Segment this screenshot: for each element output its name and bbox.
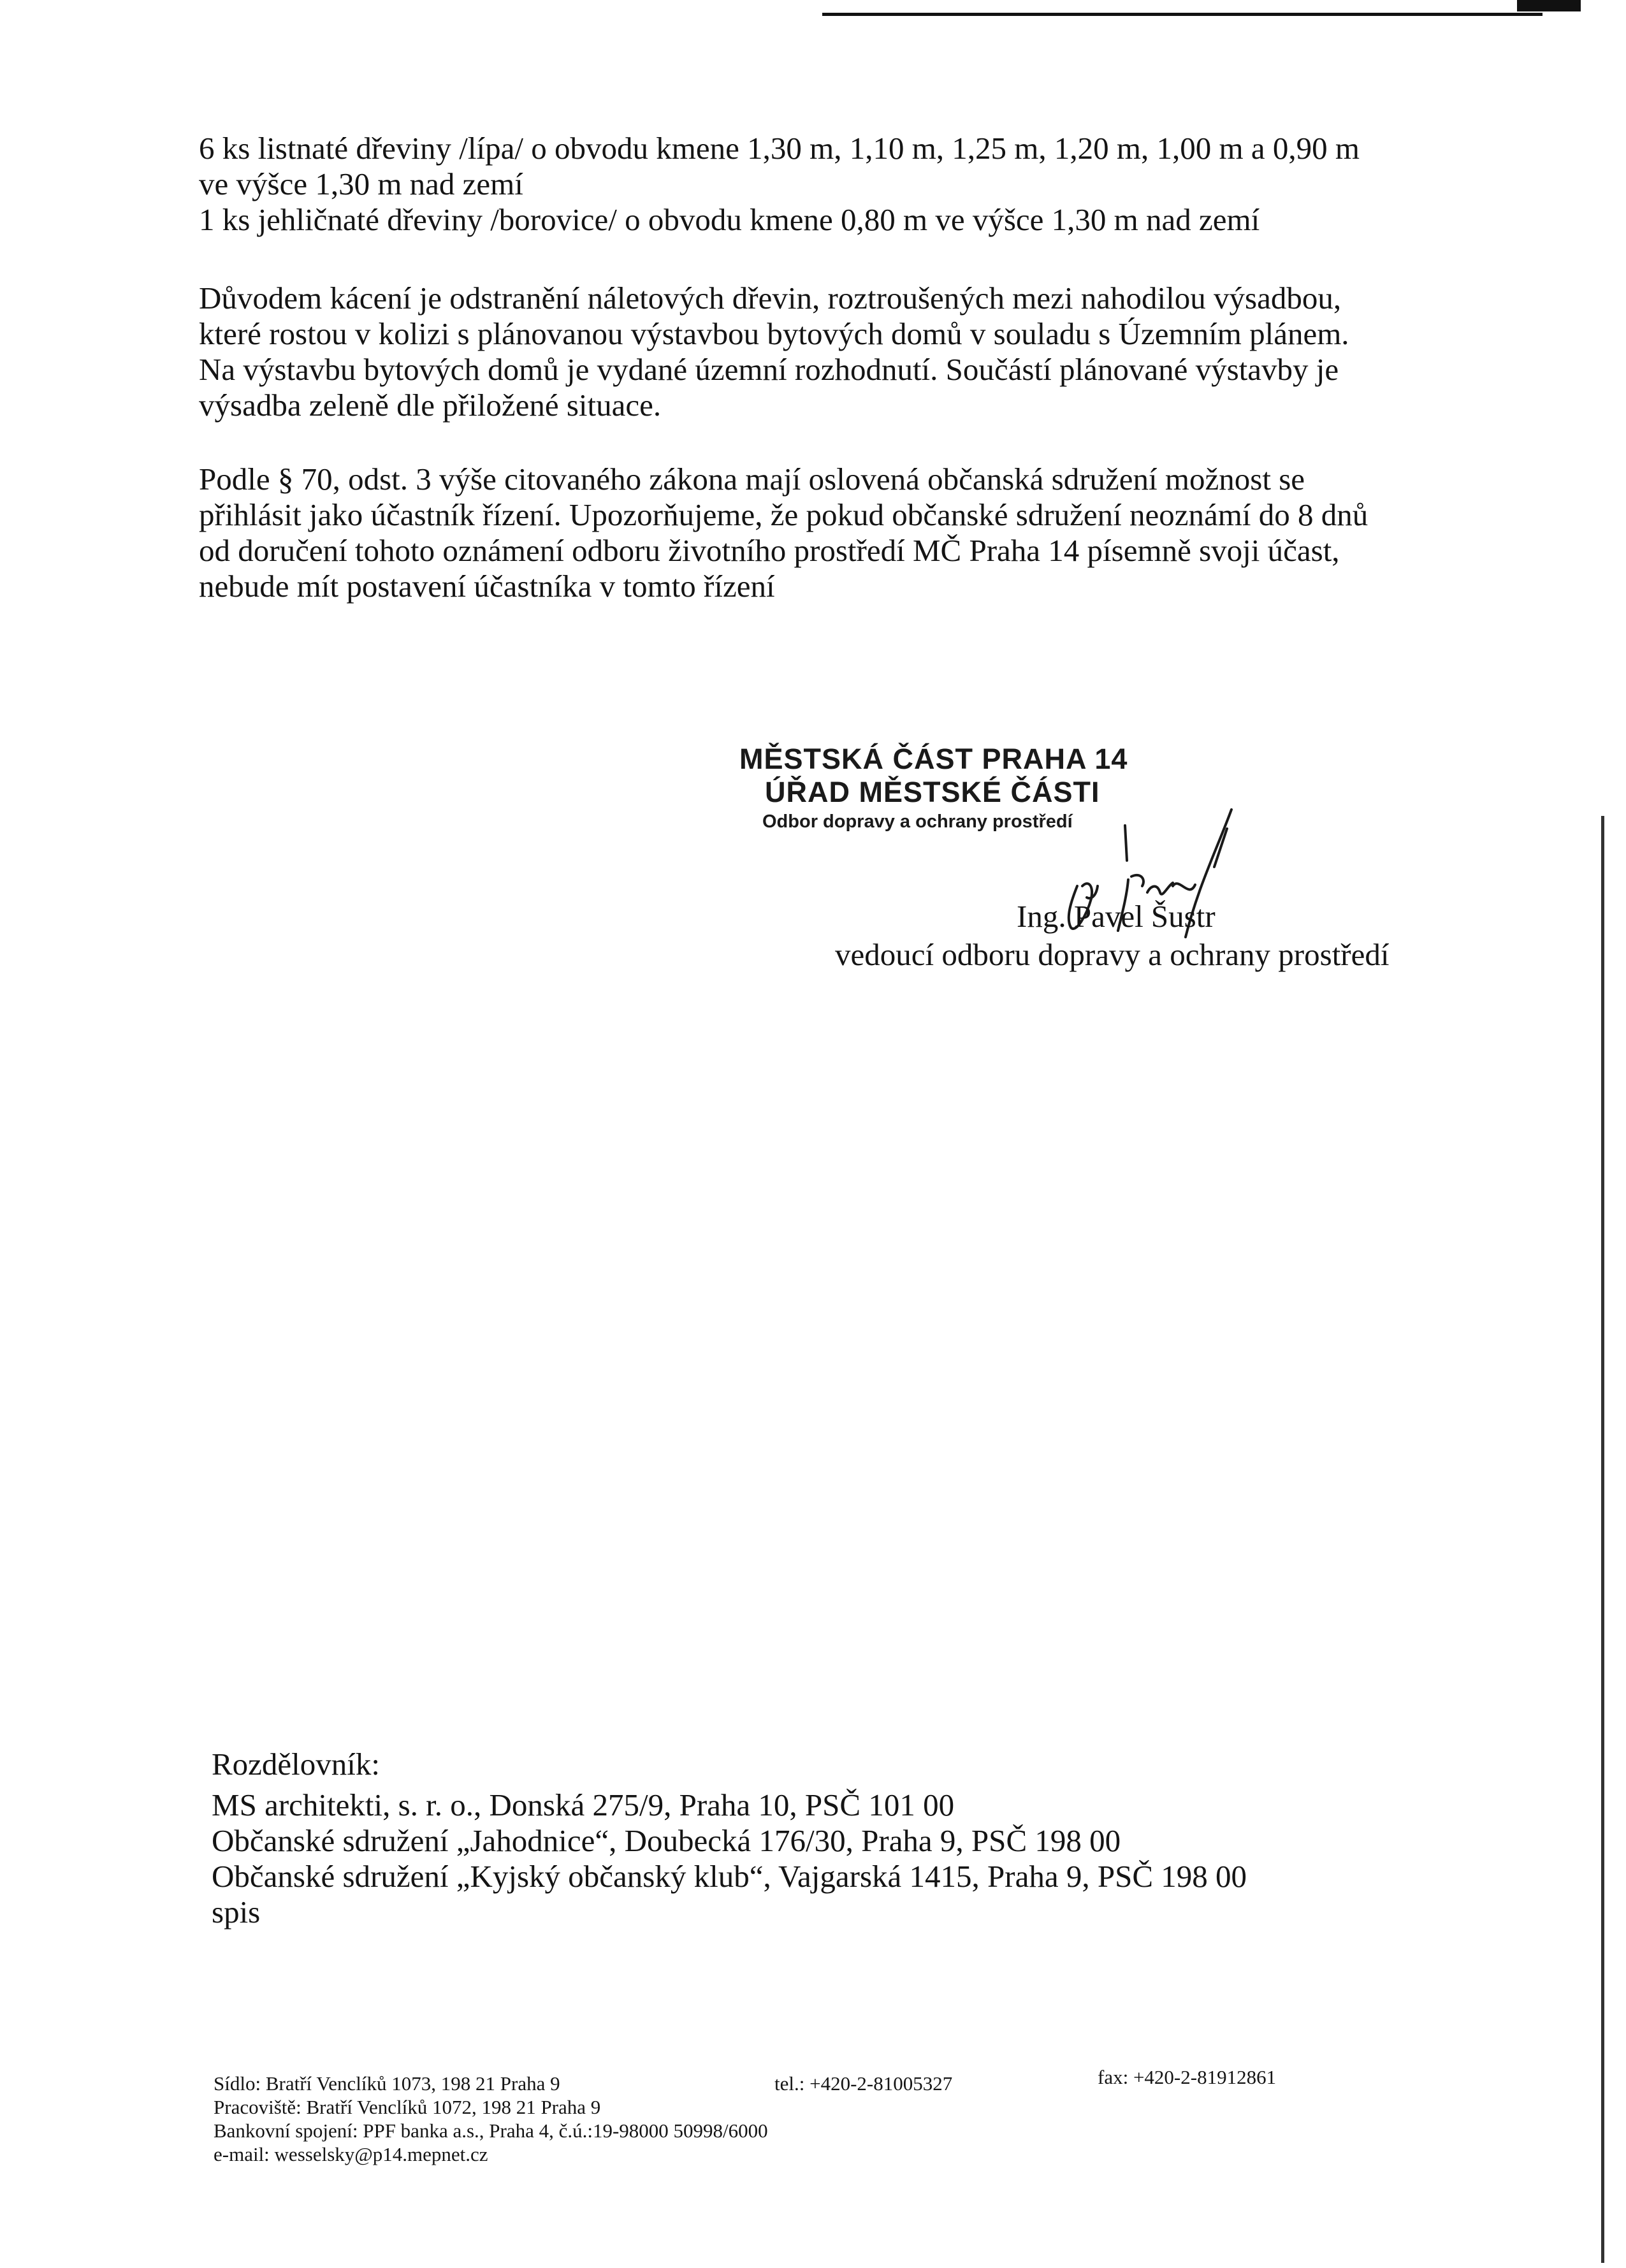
paragraph-line: 1 ks jehličnaté dřeviny /borovice/ o obvodu kmene 0,80 m ve výšce 1,30 m nad zemí — [199, 202, 1260, 237]
footer-bank: Bankovní spojení: PPF banka a.s., Praha 4, č.ú.:19-98000 50998/6000 — [214, 2119, 768, 2142]
right-edge-rule — [1601, 816, 1604, 2263]
distribution-recipient: MS architekti, s. r. o., Donská 275/9, Praha 10, PSČ 101 00 — [212, 1787, 955, 1822]
footer-seat: Sídlo: Bratří Venclíků 1073, 198 21 Praha 9 — [214, 2072, 560, 2095]
distribution-list — [212, 1747, 1247, 1930]
paragraph-line: které rostou v kolizi s plánovanou výstavbou bytových domů v souladu s Územním plánem. — [199, 316, 1349, 351]
paragraph-line: výsadba zeleně dle přiložené situace. — [199, 388, 662, 423]
paragraph-line: nebude mít postavení účastníka v tomto řízení — [199, 569, 775, 604]
signer-title: vedoucí odboru dopravy a ochrany prostředí — [835, 937, 1390, 972]
distribution-recipient: Občanské sdružení „Kyjský občanský klub“, Vajgarská 1415, Praha 9, PSČ 198 00 — [212, 1859, 1247, 1894]
footer-email: e-mail: wesselsky@p14.mepnet.cz — [214, 2143, 488, 2165]
top-rule-mark — [1517, 0, 1581, 11]
distribution-recipient: spis — [212, 1894, 261, 1930]
reason-paragraph — [199, 280, 1410, 423]
distribution-heading: Rozdělovník: — [212, 1747, 381, 1782]
paragraph-line: Důvodem kácení je odstranění náletových dřevin, roztroušených mezi nahodilou výsadbou, — [199, 280, 1342, 316]
stamp-department: Odbor dopravy a ochrany prostředí — [762, 811, 1073, 832]
paragraph-line: přihlásit jako účastník řízení. Upozorňujeme, že pokud občanské sdružení neoznámí do 8 dnů — [199, 497, 1368, 532]
paragraph-line: od doručení tohoto oznámení odboru životního prostředí MČ Praha 14 písemně svoji účast, — [199, 533, 1340, 568]
distribution-recipient: Občanské sdružení „Jahodnice“, Doubecká 176/30, Praha 9, PSČ 198 00 — [212, 1823, 1121, 1858]
signer-name: Ing. Pavel Šustr — [1017, 899, 1216, 934]
paragraph-line: ve výšce 1,30 m nad zemí — [199, 166, 523, 201]
paragraph-line: Podle § 70, odst. 3 výše citovaného zákona mají oslovená občanská sdružení možnost se — [199, 462, 1305, 497]
tree-list-paragraph — [199, 131, 1410, 238]
letter-footer — [214, 2072, 768, 2166]
top-rule — [822, 13, 1543, 16]
footer-fax: fax: +420-2-81912861 — [1098, 2066, 1277, 2088]
footer-workplace: Pracoviště: Bratří Venclíků 1072, 198 21 Praha 9 — [214, 2096, 601, 2118]
footer-telephone: tel.: +420-2-81005327 — [774, 2072, 953, 2095]
stamp-municipality: MĚSTSKÁ ČÁST PRAHA 14 — [739, 743, 1128, 775]
stamp-office: ÚŘAD MĚSTSKÉ ČÁSTI — [765, 776, 1100, 808]
paragraph-line: Na výstavbu bytových domů je vydané územní rozhodnutí. Součástí plánované výstavby je — [199, 352, 1339, 387]
paragraph-line: 6 ks listnaté dřeviny /lípa/ o obvodu kmene 1,30 m, 1,10 m, 1,25 m, 1,20 m, 1,00 m a 0,90 m — [199, 131, 1360, 166]
legal-notice-paragraph — [199, 462, 1410, 604]
